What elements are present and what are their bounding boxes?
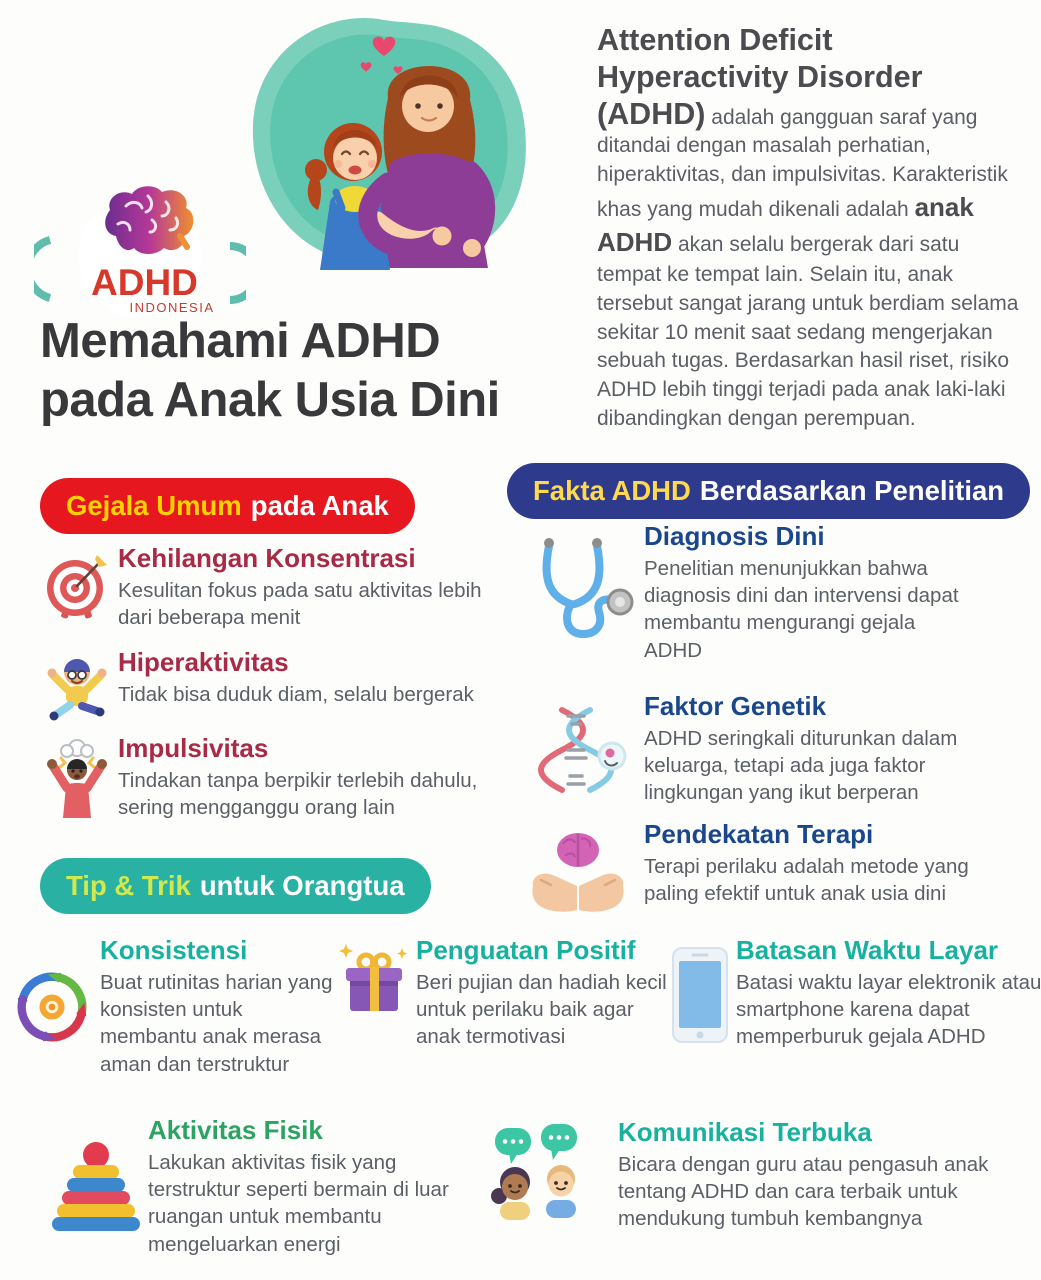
mother-hugging-child-image [232,6,544,302]
smartphone-icon [664,946,736,1046]
symptom-body: Kesulitan fokus pada satu aktivitas lebih dari beberapa menit [118,578,482,630]
tips-badge-highlight: Tip & Trik [66,870,191,901]
tip-title: Batasan Waktu Layar [736,935,999,965]
fact-item-terapi [512,820,1020,926]
logo-subtext: INDONESIA [129,300,215,315]
tip-item-komunikasi-terbuka [482,1118,1028,1233]
hyperactive-child-icon [36,650,118,726]
facts-badge-highlight: Fakta ADHD [533,475,691,506]
target-icon [36,548,118,622]
gift-icon [334,942,416,1024]
fact-body: Penelitian menunjukkan bahwa diagnosis dini dan intervensi dapat membantu mengurangi gejala ADHD [644,556,959,662]
page-title-line2: pada Anak Usia Dini [40,373,500,428]
fact-body: Terapi perilaku adalah metode yang paling efektif untuk anak usia dini [644,854,969,906]
stethoscope-icon [512,532,644,654]
intro-emphasis: anak ADHD [597,191,974,258]
tip-item-konsistensi [4,936,334,1078]
tip-title: Komunikasi Terbuka [618,1117,872,1147]
intro-paragraph [597,22,1025,434]
fact-title: Pendekatan Terapi [644,819,874,849]
fact-item-diagnosis [512,522,976,664]
tip-body: Batasi waktu layar elektronik atau smartphone karena dapat memperburuk gejala ADHD [736,970,1041,1049]
brain-in-hands-icon [512,824,644,926]
tip-item-batasan-waktu-layar [664,936,1041,1051]
page-title-line1: Memahami ADHD [40,314,441,368]
tip-body: Lakukan aktivitas fisik yang terstruktur seperti bermain di luar ruangan untuk membantu mengeluarkan energi [148,1150,449,1256]
impulsive-person-icon [36,736,118,818]
fact-title: Faktor Genetik [644,691,827,721]
symptoms-badge-rest: pada Anak [250,490,389,521]
symptoms-section-badge [40,478,415,534]
tips-badge-rest: untuk Orangtua [199,870,405,901]
fact-item-genetik [512,692,996,812]
symptom-body: Tindakan tanpa berpikir terlebih dahulu, sering mengganggu orang lain [118,768,478,820]
symptom-body: Tidak bisa duduk diam, selalu bergerak [118,682,474,706]
tip-item-aktivitas-fisik [44,1116,474,1258]
symptom-item-konsentrasi [36,544,514,631]
tip-title: Aktivitas Fisik [148,1115,323,1145]
dna-icon [512,700,644,812]
tip-body: Beri pujian dan hadiah kecil untuk perilaku baik agar anak termotivasi [416,970,667,1049]
tip-body: Bicara dengan guru atau pengasuh anak tentang ADHD dan cara terbaik untuk mendukung tumbuh kembangnya [618,1152,989,1231]
symptom-title: Hiperaktivitas [118,647,289,677]
page-title [40,312,610,431]
symptoms-badge-highlight: Gejala Umum [66,490,242,521]
tip-title: Penguatan Positif [416,935,636,965]
cycle-arrows-icon [4,960,100,1054]
intro-heading: Attention Deficit Hyperactivity Disorder (ADHD) [597,23,923,131]
tip-title: Konsistensi [100,935,248,965]
adhd-indonesia-logo [34,182,246,320]
facts-badge-rest: Berdasarkan Penelitian [699,475,1005,506]
intro-body-2: akan selalu bergerak dari satu tempat ke tempat lain. Selain itu, anak tersebut sangat jarang untuk berdiam selama sekitar 10 menit saat sedang mengerjakan sebuah tugas. Berdasarkan hasil riset, risiko ADHD lebih tinggi terjadi pada anak laki-laki dibandingkan dengan perempuan. [597,233,1019,430]
logo-brand-text: ADHD [91,262,198,303]
symptom-title: Kehilangan Konsentrasi [118,543,416,573]
brain-logo-icon [34,182,246,320]
mother-child-illustration [232,6,544,302]
fact-body: ADHD seringkali diturunkan dalam keluarga, tetapi ada juga faktor lingkungan yang ikut berperan [644,726,958,805]
conversation-icon [482,1122,618,1222]
tip-item-penguatan-positif [334,936,678,1051]
symptom-item-hiperaktivitas [36,648,538,726]
tip-body: Buat rutinitas harian yang konsisten untuk membantu anak merasa aman dan terstruktur [100,970,333,1076]
intro-body-1: adalah gangguan saraf yang ditandai dengan masalah perhatian, hiperaktivitas, dan impulsivitas. Karakteristik khas yang mudah dikenali adalah [597,105,1008,221]
fact-title: Diagnosis Dini [644,521,825,551]
tips-section-badge [40,858,431,914]
stacking-rings-icon [44,1138,148,1240]
facts-section-badge [507,463,1030,519]
symptom-title: Impulsivitas [118,733,269,763]
symptom-item-impulsivitas [36,734,530,821]
